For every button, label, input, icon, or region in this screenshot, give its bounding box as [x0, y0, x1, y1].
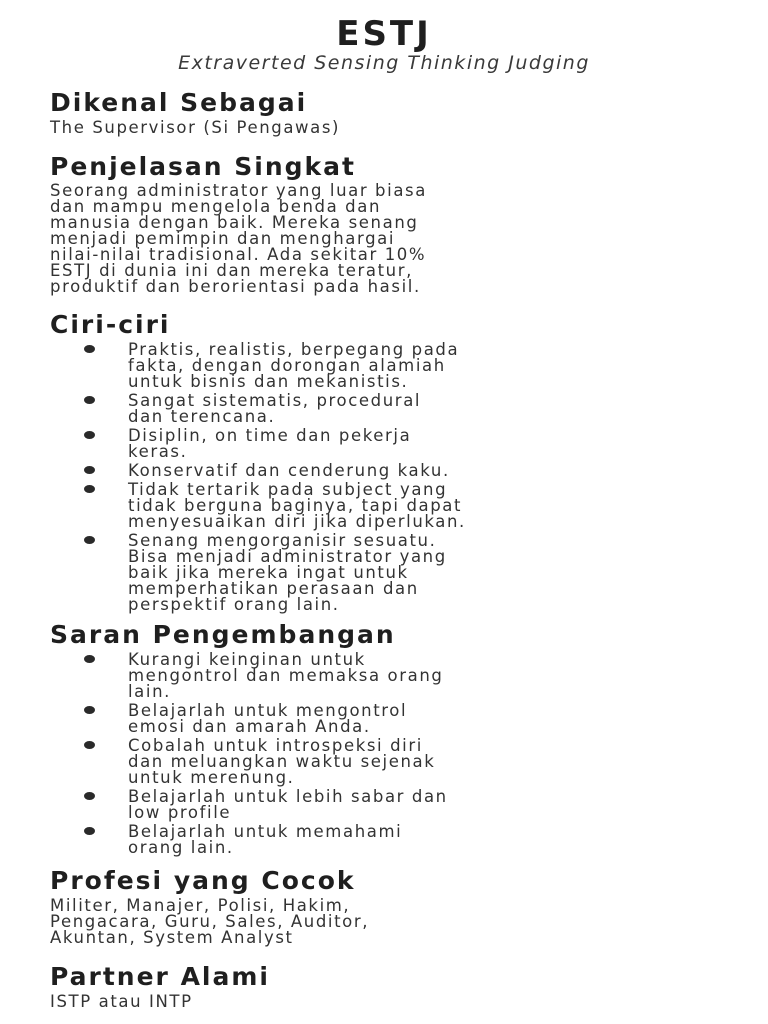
list-item-line: fakta, dengan dorongan alamiah	[128, 356, 446, 375]
heading-development: Saran Pengembangan	[50, 620, 396, 649]
bullet-icon	[84, 827, 95, 835]
list-item-line: low profile	[128, 803, 232, 822]
summary-line: ESTJ di dunia ini dan mereka teratur,	[50, 261, 413, 280]
bullet-icon	[84, 485, 95, 493]
list-item-line: Belajarlah untuk lebih sabar dan	[128, 787, 448, 806]
list-item-line: Senang mengorganisir sesuatu.	[128, 531, 437, 550]
list-item-line: memperhatikan perasaan dan	[128, 579, 419, 598]
traits-list	[50, 342, 730, 616]
bullet-icon	[84, 345, 95, 353]
summary-line: manusia dengan baik. Mereka senang	[50, 213, 419, 232]
list-item-line: Belajarlah untuk mengontrol	[128, 701, 408, 720]
list-item-line: perspektif orang lain.	[128, 595, 340, 614]
page-subtitle: Extraverted Sensing Thinking Judging	[178, 52, 590, 74]
list-item	[50, 463, 730, 479]
careers-line: Akuntan, System Analyst	[50, 928, 294, 947]
list-item-line: tidak berguna baginya, tapi dapat	[128, 496, 463, 515]
careers-line: Militer, Manajer, Polisi, Hakim,	[50, 896, 351, 915]
list-item-line: Belajarlah untuk memahami	[128, 822, 403, 841]
list-item-line: dan terencana.	[128, 407, 276, 426]
summary-line: dan mampu mengelola benda dan	[50, 197, 382, 216]
list-item-line: lain.	[128, 682, 171, 701]
partner-text: ISTP atau INTP	[50, 992, 193, 1011]
list-item-line: dan meluangkan waktu sejenak	[128, 752, 436, 771]
list-item	[50, 824, 730, 856]
list-item-line: keras.	[128, 442, 188, 461]
heading-known-as: Dikenal Sebagai	[50, 88, 308, 117]
summary-line: nilai-nilai tradisional. Ada sekitar 10%	[50, 245, 427, 264]
list-item-line: untuk bisnis dan mekanistis.	[128, 372, 409, 391]
list-item-line: orang lain.	[128, 838, 234, 857]
summary-line: Seorang administrator yang luar biasa	[50, 181, 427, 200]
heading-summary: Penjelasan Singkat	[50, 152, 357, 181]
list-item-line: Kurangi keinginan untuk	[128, 650, 366, 669]
list-item	[50, 393, 730, 425]
bullet-icon	[84, 396, 95, 404]
list-item	[50, 482, 730, 530]
list-item-line: Praktis, realistis, berpegang pada	[128, 340, 460, 359]
bullet-icon	[84, 466, 95, 474]
list-item	[50, 789, 730, 821]
bullet-icon	[84, 706, 95, 714]
list-item	[50, 428, 730, 460]
list-item-line: mengontrol dan memaksa orang	[128, 666, 444, 685]
bullet-icon	[84, 792, 95, 800]
list-item-line: Bisa menjadi administrator yang	[128, 547, 447, 566]
list-item	[50, 533, 730, 613]
list-item	[50, 652, 730, 700]
summary-line: menjadi pemimpin dan menghargai	[50, 229, 396, 248]
list-item	[50, 703, 730, 735]
bullet-icon	[84, 431, 95, 439]
list-item-line: Sangat sistematis, procedural	[128, 391, 422, 410]
careers-line: Pengacara, Guru, Sales, Auditor,	[50, 912, 370, 931]
heading-partner: Partner Alami	[50, 962, 270, 991]
list-item	[50, 738, 730, 786]
known-as-text: The Supervisor (Si Pengawas)	[50, 118, 341, 137]
list-item-line: emosi dan amarah Anda.	[128, 717, 371, 736]
list-item-line: Disiplin, on time dan pekerja	[128, 426, 412, 445]
list-item-line: Konservatif dan cenderung kaku.	[128, 461, 450, 480]
development-list	[50, 652, 730, 859]
list-item-line: Cobalah untuk introspeksi diri	[128, 736, 423, 755]
bullet-icon	[84, 655, 95, 663]
heading-traits: Ciri-ciri	[50, 310, 171, 339]
list-item-line: baik jika mereka ingat untuk	[128, 563, 409, 582]
list-item-line: menyesuaikan diri jika diperlukan.	[128, 512, 466, 531]
careers-paragraph	[50, 898, 740, 946]
list-item-line: Tidak tertarik pada subject yang	[128, 480, 448, 499]
heading-careers: Profesi yang Cocok	[50, 866, 356, 895]
page-title: ESTJ	[336, 14, 432, 54]
bullet-icon	[84, 741, 95, 749]
list-item-line: untuk merenung.	[128, 768, 295, 787]
bullet-icon	[84, 536, 95, 544]
list-item	[50, 342, 730, 390]
summary-line: produktif dan berorientasi pada hasil.	[50, 277, 421, 296]
summary-paragraph	[50, 183, 740, 295]
